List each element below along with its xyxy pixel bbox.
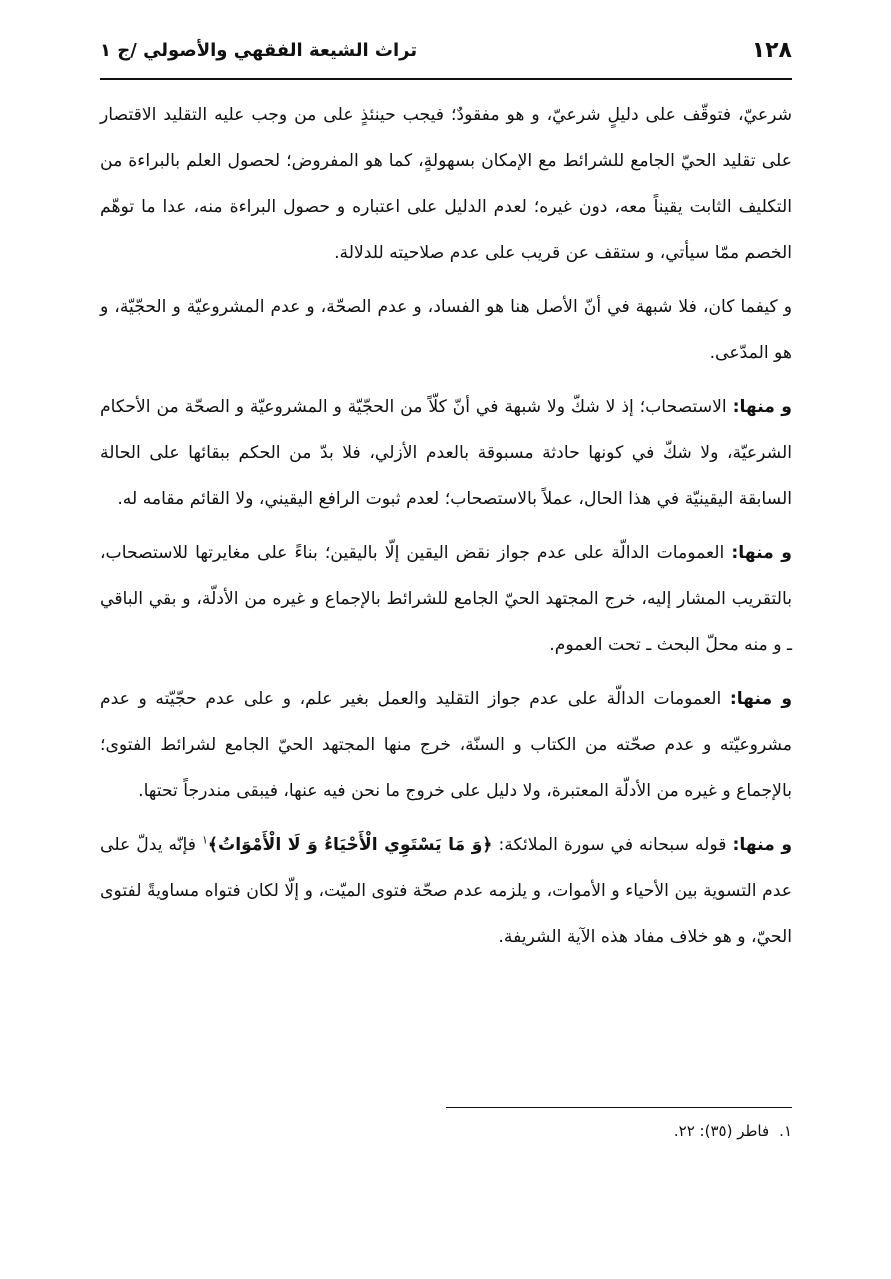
paragraph-lead: و منها: xyxy=(732,397,792,417)
footnote-number: ١. xyxy=(779,1122,792,1140)
page-header xyxy=(100,36,792,76)
paragraph-text: العمومات الدالّة على عدم جواز التقليد والعمل بغير علم، و على عدم حجّيّته و عدم مشروعيّته و عدم صحّته من الكتاب و السنّة، خرج منها المجتهد الحيّ الجامع لشرائط الفتوى؛ بالإجماع و غيره من الأدلّة المعتبرة، ولا دليل على خروج ما نحن فيه عنها، فيبقى مندرجاً تحتها. xyxy=(100,689,792,801)
paragraph-text: شرعيّ، فتوقّف على دليلٍ شرعيّ، و هو مفقودٌ؛ فيجب حينئذٍ على من وجب عليه التقليد الاقتصار على تقليد الحيّ الجامع للشرائط مع الإمكان بسهولةٍ، كما هو المفروض؛ لحصول العلم بالبراءة من التكليف الثابت يقيناً معه، دون غيره؛ لعدم الدليل على اعتباره و حصول البراءة منه، عدا ما توهّم الخصم ممّا سيأتي، و ستقف عن قريب على عدم صلاحيته للدلالة. xyxy=(100,105,792,263)
paragraph-text: فإنّه يدلّ على عدم التسوية بين الأحياء و الأموات، و يلزمه عدم صحّة فتوى الميّت، و إلّا لكان فتواه مساويةً لفتوى الحيّ، و هو خلاف مفاد هذه الآية الشريفة. xyxy=(100,835,792,947)
paragraph-pre: قوله سبحانه في سورة الملائكة: xyxy=(492,835,733,855)
paragraph-5 xyxy=(100,676,792,814)
footnote-marker[interactable]: ١ xyxy=(201,833,208,847)
paragraph-lead: و منها: xyxy=(729,689,792,709)
body-text xyxy=(100,92,792,968)
footnote xyxy=(674,1122,792,1140)
quran-verse: ﴿وَ مَا يَسْتَوِي الْأَحْيَاءُ وَ لَا الْأَمْوَاتُ﴾ xyxy=(207,835,493,855)
paragraph-text: العمومات الدالّة على عدم جواز نقض اليقين إلّا باليقين؛ بناءً على مغايرتها للاستصحاب، بالتقريب المشار إليه، خرج المجتهد الحيّ الجامع للشرائط بالإجماع و غيره من الأدلّة، و بقي الباقي ـ و منه محلّ البحث ـ تحت العموم. xyxy=(100,543,792,655)
page-number: ١٢٨ xyxy=(751,38,792,63)
paragraph-3 xyxy=(100,384,792,522)
paragraph-lead: و منها: xyxy=(731,543,792,563)
footnote-rule xyxy=(446,1107,792,1108)
footnote-text: فاطر (٣٥): ٢٢. xyxy=(673,1122,770,1140)
paragraph-1 xyxy=(100,92,792,276)
paragraph-6 xyxy=(100,822,792,960)
header-rule xyxy=(100,78,792,80)
running-title: تراث الشيعة الفقهي والأصولي /ج ١ xyxy=(100,40,418,61)
paragraph-lead: و منها: xyxy=(732,835,793,855)
paragraph-text: و كيفما كان، فلا شبهة في أنّ الأصل هنا هو الفساد، و عدم الصحّة، و عدم المشروعيّة و الحجّيّة، و هو المدّعى. xyxy=(100,297,792,363)
paragraph-2 xyxy=(100,284,792,376)
paragraph-text: الاستصحاب؛ إذ لا شكّ ولا شبهة في أنّ كلّاً من الحجّيّة و المشروعيّة و الصحّة من الأحكام الشرعيّة، ولا شكّ في كونها حادثة مسبوقة بالعدم الأزلي، فلا بدّ من الحكم ببقائها على الحالة السابقة اليقينيّة في هذا الحال، عملاً بالاستصحاب؛ لعدم ثبوت الرافع اليقيني، ولا القائم مقامه له. xyxy=(100,397,792,509)
paragraph-4 xyxy=(100,530,792,668)
